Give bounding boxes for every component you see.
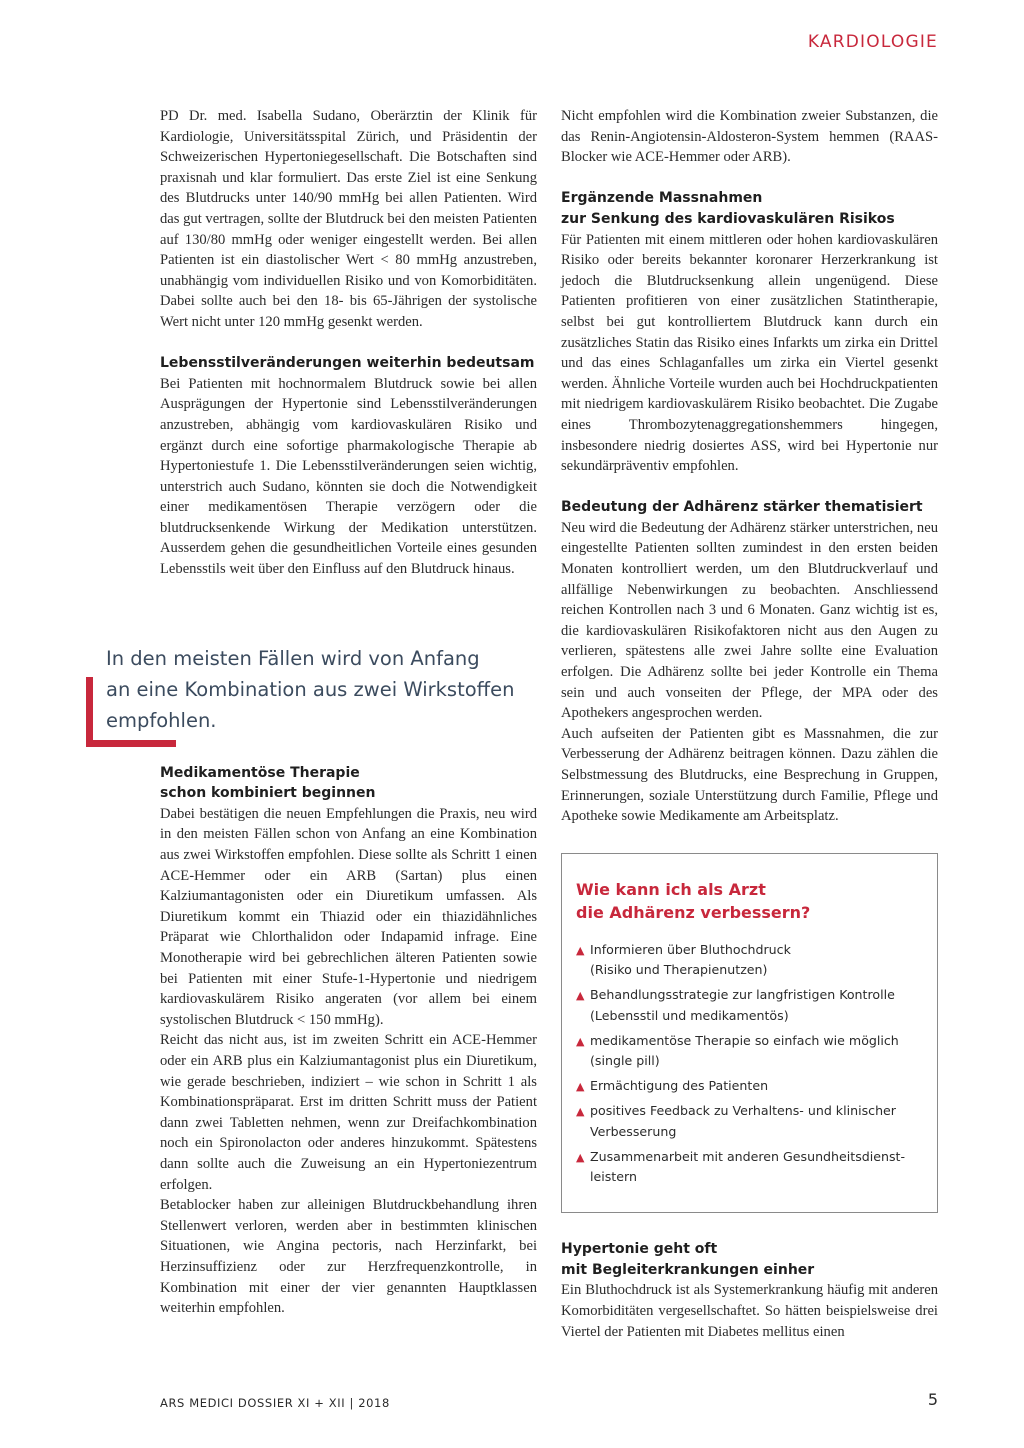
info-box-title: Wie kann ich als Arzt die Adhärenz verbessern?: [576, 879, 811, 922]
comorbidity-paragraph: Ein Bluthochdruck ist als Systemerkrankung häufig mit anderen Komorbiditäten vergesellschaftet. So hätten beispielsweise drei Viertel der Patienten mit Diabetes mellitus einen: [561, 1282, 938, 1340]
triangle-bullet-icon: ▲: [576, 989, 585, 1003]
adherence-paragraph-1: Neu wird die Bedeutung der Adhärenz stärker unterstrichen, neu eingestellte Patienten sollten zumindest in den ersten beiden Monaten kontrolliert werden, um den Blutdruckverlauf und allfällige Nebenwirkungen zu beobachten. Anschliessend reichen Kontrollen nach 3 und 6 Monaten. Ganz wichtig ist es, die kardiovaskulären Risikofaktoren nicht aus den Augen zu verlieren, spätestens alle zwei Jahre sollte eine Evaluation erfolgen. Die Adhärenz sollte bei jeder Kontrolle ein Thema sein und auch vonseiten der Pflege, der MPA oder des Apothekers angesprochen werden.: [561, 519, 938, 722]
therapy-heading: Medikamentöse Therapie schon kombiniert beginnen: [160, 764, 376, 802]
triangle-bullet-icon: ▲: [576, 943, 585, 957]
page-number: 5: [927, 1390, 938, 1409]
pull-quote: [106, 643, 546, 736]
pull-quote-line: In den meisten Fällen wird von Anfang: [106, 647, 480, 670]
triangle-bullet-icon: ▲: [576, 1034, 585, 1048]
measures-heading: Ergänzende Massnahmen zur Senkung des kardiovaskulären Risikos: [561, 190, 895, 227]
triangle-bullet-icon: ▲: [576, 1105, 585, 1119]
list-item: ▲ Zusammenarbeit mit anderen Gesundheitsdienst- leistern: [576, 1148, 906, 1185]
intro-paragraph: PD Dr. med. Isabella Sudano, Oberärztin der Klinik für Kardiologie, Universitätsspital Zürich, und Präsidentin der Schweizerischen Hypertoniegesellschaft. Die Botschaften sind praxisnah und klar formuliert. Das erste Ziel ist eine Senkung des Blutdrucks unter 140/90 mmHg bei allen Patienten. Wird das gut vertragen, sollte der Blutdruck bei den meisten Patienten auf 130/80 mmHg oder weniger eingestellt werden. Bei allen Patienten ist ein diastolischer Wert < 80 mmHg anzustreben, unabhängig vom individuellen Risiko und von Komorbiditäten. Dabei sollte auch bei den 18- bis 65-Jährigen der systolische Wert nicht unter 120 mmHg gesenkt werden.: [160, 108, 537, 330]
comorbidity-heading: Hypertonie geht oft mit Begleiterkrankungen einher: [561, 1241, 815, 1278]
right-column: [561, 106, 938, 1342]
list-item: ▲ Behandlungsstrategie zur langfristigen Kontrolle (Lebensstil und medikamentös): [576, 987, 895, 1023]
therapy-paragraph-2: Reicht das nicht aus, ist im zweiten Schritt ein ACE-Hemmer oder ein ARB plus ein Kalziumantagonist plus ein Diuretikum, wie gerade beschrieben, indiziert – wie schon in Schritt 1 als Kombinationspräparat. Erst im dritten Schritt muss der Patient dann zwei Tabletten nehmen, wenn zur Dreifachkombination noch ein Spironolacton oder anderes hinzukommt. Spätestens dann sollte auch die Zuweisung an ein Hypertoniezentrum erfolgen.: [160, 1032, 537, 1193]
quote-bracket-horizontal: [86, 740, 176, 747]
pull-quote-line: empfohlen.: [106, 709, 217, 732]
pull-quote-line: an eine Kombination aus zwei Wirkstoffen: [106, 678, 515, 701]
list-item: ▲ positives Feedback zu Verhaltens- und klinischer Verbesserung: [576, 1103, 896, 1139]
info-box-list: [576, 940, 923, 1188]
measures-paragraph: Für Patienten mit einem mittleren oder hohen kardiovaskulären Risiko oder bereits bekannter koronarer Herzerkrankung ist jedoch die Blutdrucksenkung allein ungenügend. Diese Patienten profitieren von einer zusätzlichen Statintherapie, selbst bei gut kontrolliertem Blutdruck kann durch ein zusätzliches Statin das Risiko eines Infarkts um zirka ein Drittel und das eines Schlaganfalles um zirka ein Viertel gesenkt werden. Ähnliche Vorteile wurden auch bei Hochdruckpatienten mit niedrigem kardiovaskulärem Risiko beobachtet. Die Zugabe eines Thrombozytenaggregationshemmers hingegen, insbesondere niedrig dosiertes ASS, wird bei Hypertonie nur sekundärpräventiv empfohlen.: [561, 231, 938, 475]
adherence-heading: Bedeutung der Adhärenz stärker thematisiert: [561, 499, 923, 516]
list-item: ▲ Ermächtigung des Patienten: [576, 1076, 923, 1097]
list-item: ▲ medikamentöse Therapie so einfach wie möglich (single pill): [576, 1032, 899, 1069]
triangle-bullet-icon: ▲: [576, 1080, 585, 1094]
therapy-paragraph-3: Betablocker haben zur alleinigen Blutdruckbehandlung ihren Stellenwert verloren, werden aber in bestimmten klinischen Situationen, wie Angina pectoris, nach Herzinfarkt, bei Herzinsuffizienz oder zur Herzfrequenzkontrolle, in Kombination mit einer der vier genannten Hauptklassen weiterhin empfohlen.: [160, 1197, 537, 1317]
section-label: KARDIOLOGIE: [807, 32, 938, 52]
lifestyle-heading: Lebensstilveränderungen weiterhin bedeutsam: [160, 355, 535, 372]
triangle-bullet-icon: ▲: [576, 1150, 585, 1164]
quote-bracket-vertical: [86, 677, 93, 747]
journal-footer: ARS MEDICI DOSSIER XI + XII | 2018: [160, 1396, 390, 1410]
adherence-info-box: [561, 853, 938, 1214]
lifestyle-paragraph: Bei Patienten mit hochnormalem Blutdruck sowie bei allen Ausprägungen der Hypertonie sind Lebensstilveränderungen anzustreben, abhängig vom kardiovaskulären Risiko und ergänzt durch eine sofortige pharmakologische Therapie ab Hypertoniestufe 1. Die Lebensstilveränderungen seien wichtig, unterstrich auch Sudano, könnten sie doch die Notwendigkeit einer medikamentösen Therapie verzögern oder die blutdrucksenkende Wirkung der Medikation unterstützen. Ausserdem gehen die gesundheitlichen Vorteile eines gesunden Lebensstils weit über den Einfluss auf den Blutdruck hinaus.: [160, 375, 537, 578]
therapy-paragraph-1: Dabei bestätigen die neuen Empfehlungen die Praxis, neu wird in den meisten Fällen schon von Anfang an eine Kombination aus zwei Wirkstoffen empfohlen. Diese sollte als Schritt 1 einen ACE-Hemmer oder ein ARB (Sartan) plus einen Kalziumantagonisten oder ein Diuretikum umfassen. Als Diuretikum kommt ein Thiazid oder ein thiazidähnliches Präparat wie Chlorthalidon oder Indapamid infrage. Eine Monotherapie wird bei gebrechlichen älteren Patienten sowie bei Patienten mit einer Stufe-1-Hypertonie und niedrigem kardiovaskulärem Risiko angeraten (vor allem bei einem systolischen Blutdruck < 150 mmHg).: [160, 805, 537, 1028]
adherence-paragraph-2: Auch aufseiten der Patienten gibt es Massnahmen, die zur Verbesserung der Adhärenz beitragen können. Dazu zählen die Selbstmessung des Blutdrucks, eine Besprechung in Gruppen, Erinnerungen, soziale Unterstützung durch Familie, Pflege und Apotheke sowie Medikamente am Arbeitsplatz.: [561, 725, 938, 825]
list-item: ▲ Informieren über Bluthochdruck (Risiko und Therapienutzen): [576, 941, 791, 978]
raas-paragraph: Nicht empfohlen wird die Kombination zweier Substanzen, die das Renin-Angiotensin-Aldosteron-System hemmen (RAAS-Blocker wie ACE-Hemmer oder ARB).: [561, 108, 938, 166]
